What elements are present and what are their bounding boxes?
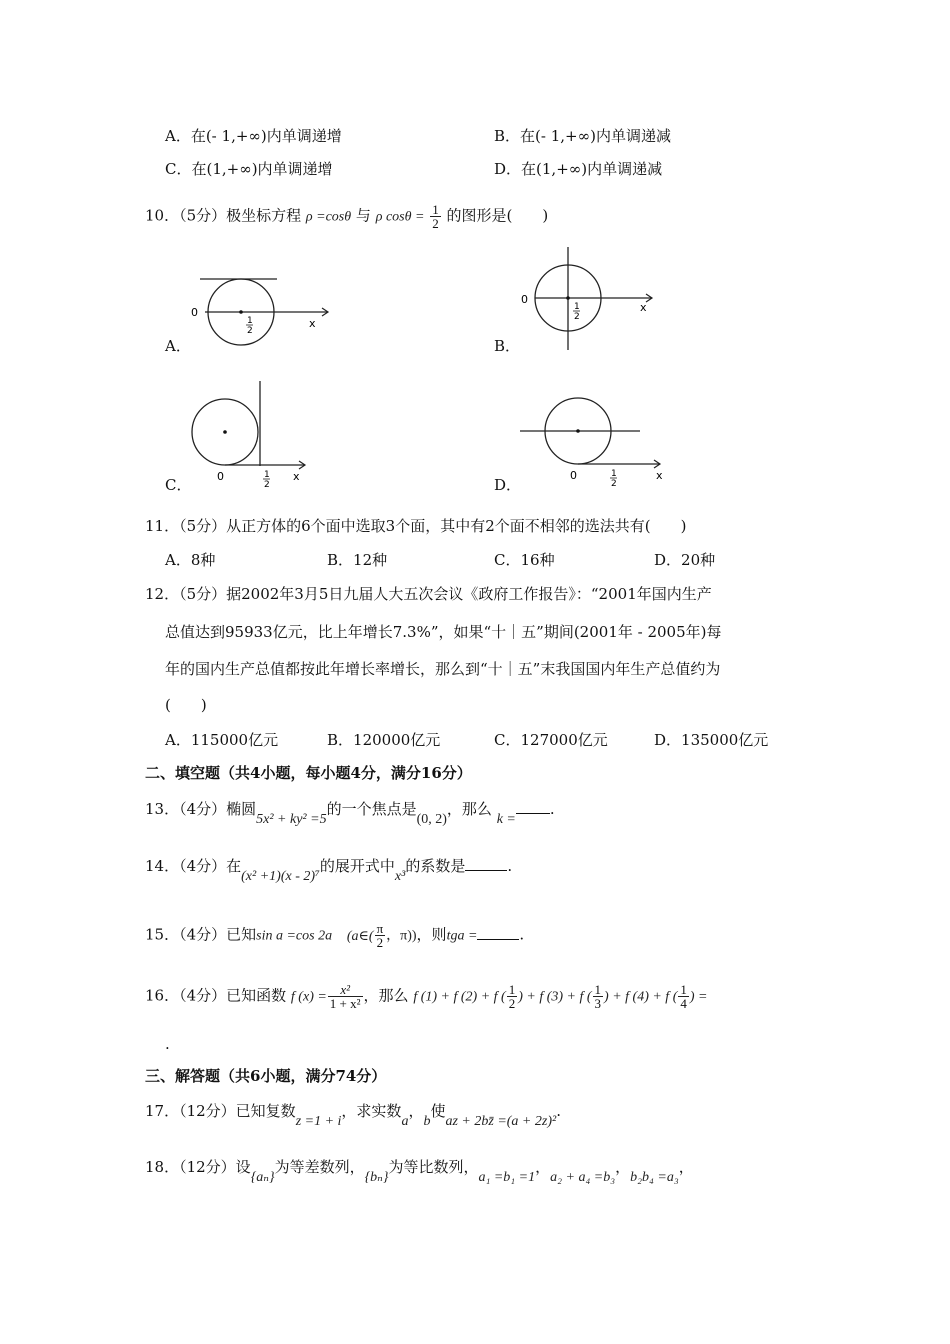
- q10-label-c: C．: [165, 476, 192, 494]
- q15-pi-fraction: [375, 922, 386, 949]
- q16-sum-2: ) + f (3) + f (: [518, 989, 592, 1005]
- q18-mid-2: 为等比数列，: [388, 1158, 479, 1176]
- q18-cond-3: b₂b₄ =a₃: [630, 1170, 679, 1185]
- q16-frac-quarter-num: 1: [680, 982, 687, 997]
- q10-label-d: D．: [494, 476, 522, 494]
- q12-line-3: 年的国内生产总值都按此年增长率增长，那么到“十｜五”末我国国内年生产总值约为: [165, 660, 721, 678]
- q10-b-origin: 0: [521, 293, 528, 306]
- q16-trailing-dot: .: [165, 1035, 170, 1053]
- q15-prefix: 15．（4分）已知: [145, 925, 257, 944]
- q18-cond-1: a₁ =b₁ =1: [478, 1170, 536, 1185]
- q12-option-a: A．115000亿元: [165, 731, 279, 749]
- q10-b-axis: x: [640, 301, 647, 314]
- q9-option-b: B．在(- 1,+∞)内单调递减: [494, 127, 671, 145]
- q12-line-4: ( ): [165, 696, 207, 714]
- q13-end: .: [549, 800, 555, 818]
- q16-tail: ，那么: [363, 986, 409, 1005]
- q18-prefix: 18．（12分）设: [145, 1158, 251, 1176]
- q10-a-origin: 0: [191, 306, 198, 319]
- q17-prefix: 17．（12分）已知复数: [145, 1102, 296, 1120]
- q10-a-half-den: 2: [247, 326, 253, 336]
- q15-answer-blank[interactable]: [477, 925, 519, 940]
- q17-end: .: [556, 1102, 561, 1120]
- q10-a-axis: x: [309, 317, 316, 330]
- q12-option-b: B．120000亿元: [327, 731, 441, 749]
- q17-z: z =1 + i: [295, 1114, 342, 1129]
- q16-frac-half: [507, 983, 518, 1010]
- q18-sep-1: ，: [535, 1158, 551, 1176]
- q10-fraction: [430, 203, 441, 230]
- q15-cond-post: ，π)): [386, 928, 417, 944]
- q18-mid-1: 为等差数列，: [274, 1158, 365, 1176]
- q16-stem: [145, 983, 707, 1010]
- q13-tail: ，那么: [446, 800, 492, 818]
- q14-stem: [145, 856, 513, 884]
- q16-fx: f (x) =: [290, 989, 327, 1005]
- q10-d-axis: x: [656, 469, 663, 482]
- q11-option-c: C．16种: [494, 551, 555, 569]
- q15-pi-num: π: [376, 921, 384, 936]
- q10-eq1: ρ =cosθ: [305, 209, 352, 225]
- section-3-heading: 三、解答题（共6小题，满分74分）: [145, 1067, 387, 1085]
- q9-option-d: D．在(1,+∞)内单调递减: [494, 160, 663, 178]
- q17-b: b: [423, 1114, 431, 1129]
- q11-option-d: D．20种: [654, 551, 716, 569]
- q16-prefix: 16．（4分）已知函数: [145, 986, 287, 1005]
- q10-mid: 与: [355, 206, 371, 225]
- q13-equation: 5x² + ky² =5: [256, 812, 327, 827]
- q17-shi: 使: [430, 1102, 446, 1120]
- q10-figure-c: [185, 378, 315, 488]
- q12-option-d: D．135000亿元: [654, 731, 769, 749]
- q17-stem: [145, 1101, 561, 1129]
- q10-frac-num: 1: [432, 202, 439, 217]
- q15-pi-den: 2: [376, 935, 384, 950]
- q17-a: a: [401, 1114, 409, 1129]
- q13-stem: [145, 799, 555, 827]
- q10-frac-den: 2: [432, 216, 439, 231]
- q14-x3: x³: [394, 869, 406, 884]
- q13-k: k =: [496, 812, 516, 827]
- q10-eq2: ρ cosθ =: [375, 209, 425, 225]
- q13-mid: 的一个焦点是: [326, 800, 417, 818]
- q16-num: x²: [328, 983, 363, 997]
- q10-prefix: 10．（5分）极坐标方程: [145, 206, 302, 225]
- q16-sum-3: ) + f (4) + f (: [604, 989, 678, 1005]
- section-2-heading: 二、填空题（共4小题，每小题4分，满分16分）: [145, 764, 472, 782]
- q13-point: (0, 2): [416, 812, 447, 827]
- q12-line-1: 12．（5分）据2002年3月5日九届人大五次会议《政府工作报告》：“2001年国内生产: [145, 585, 712, 603]
- q9-option-a: A．在(- 1,+∞)内单调递增: [165, 127, 342, 145]
- q16-function-fraction: [328, 983, 363, 1010]
- q14-mid: 的展开式中: [319, 857, 395, 875]
- q11-stem: 11．（5分）从正方体的6个面中选取3个面，其中有2个面不相邻的选法共有( ): [145, 517, 687, 535]
- q15-equation: sin a =cos 2a: [256, 928, 333, 944]
- q10-figure-b: [515, 245, 665, 355]
- q16-frac-third: [593, 983, 604, 1010]
- q14-expression: (x² +1)(x - 2)⁷: [241, 869, 320, 884]
- q16-sum-4: ) =: [689, 989, 708, 1005]
- q15-stem: [145, 922, 524, 949]
- q10-c-half-num: 1: [264, 470, 270, 480]
- q18-sep-2: ，: [615, 1158, 631, 1176]
- q12-line-2: 总值达到95933亿元，比上年增长7.3%”，如果“十｜五”期间(2001年 - 2005年)每: [165, 623, 722, 641]
- q16-den: 1 + x²: [329, 996, 361, 1011]
- q14-end: .: [507, 857, 513, 875]
- q16-frac-quarter: [678, 983, 689, 1010]
- q10-b-half-den: 2: [574, 312, 580, 322]
- q10-figure-d: [515, 390, 675, 490]
- q16-frac-quarter-den: 4: [680, 996, 687, 1011]
- q13-prefix: 13．（4分）椭圆: [145, 800, 257, 818]
- q16-frac-third-den: 3: [594, 996, 602, 1011]
- q10-d-half-num: 1: [611, 469, 617, 479]
- q11-option-a: A．8种: [165, 551, 216, 569]
- q18-sep-3: ，: [678, 1158, 694, 1176]
- q15-end: .: [519, 925, 525, 944]
- q14-prefix: 14．（4分）在: [145, 857, 242, 875]
- q10-a-half-num: 1: [247, 316, 253, 326]
- q10-label-a: A．: [165, 337, 191, 355]
- q15-cond-pre: (a∈(: [346, 928, 374, 944]
- q17-equation: az + 2bz̄ =(a + 2z)²: [445, 1114, 557, 1129]
- q13-answer-blank[interactable]: [516, 799, 550, 814]
- q14-answer-blank[interactable]: [465, 856, 507, 871]
- q10-figure-a: [185, 270, 335, 350]
- q17-mid: ，求实数: [341, 1102, 402, 1120]
- q10-c-axis: x: [293, 470, 300, 483]
- q16-frac-half-den: 2: [508, 996, 516, 1011]
- q15-tail: ，则: [416, 925, 447, 944]
- q10-c-origin: 0: [217, 470, 224, 483]
- q18-an: {aₙ}: [250, 1170, 275, 1185]
- q10-d-half-den: 2: [611, 479, 617, 489]
- q11-option-b: B．12种: [327, 551, 388, 569]
- q18-cond-2: a₂ + a₄ =b₃: [550, 1170, 616, 1185]
- q16-frac-third-num: 1: [594, 982, 602, 997]
- q10-d-origin: 0: [570, 469, 577, 482]
- q10-b-half-num: 1: [574, 302, 580, 312]
- q10-c-half-den: 2: [264, 480, 270, 488]
- q10-stem: [145, 203, 548, 230]
- q12-option-c: C．127000亿元: [494, 731, 608, 749]
- q18-stem: [145, 1157, 694, 1185]
- q14-tail: 的系数是: [405, 857, 466, 875]
- q16-sum-1: f (1) + f (2) + f (: [413, 989, 506, 1005]
- q10-label-b: B．: [494, 337, 521, 355]
- q18-bn: {bₙ}: [364, 1170, 389, 1185]
- q16-frac-half-num: 1: [508, 982, 516, 997]
- q17-comma: ，: [408, 1102, 424, 1120]
- q9-option-c: C．在(1,+∞)内单调递增: [165, 160, 333, 178]
- q10-suffix: 的图形是( ): [446, 206, 549, 225]
- q15-tg: tga =: [446, 928, 478, 944]
